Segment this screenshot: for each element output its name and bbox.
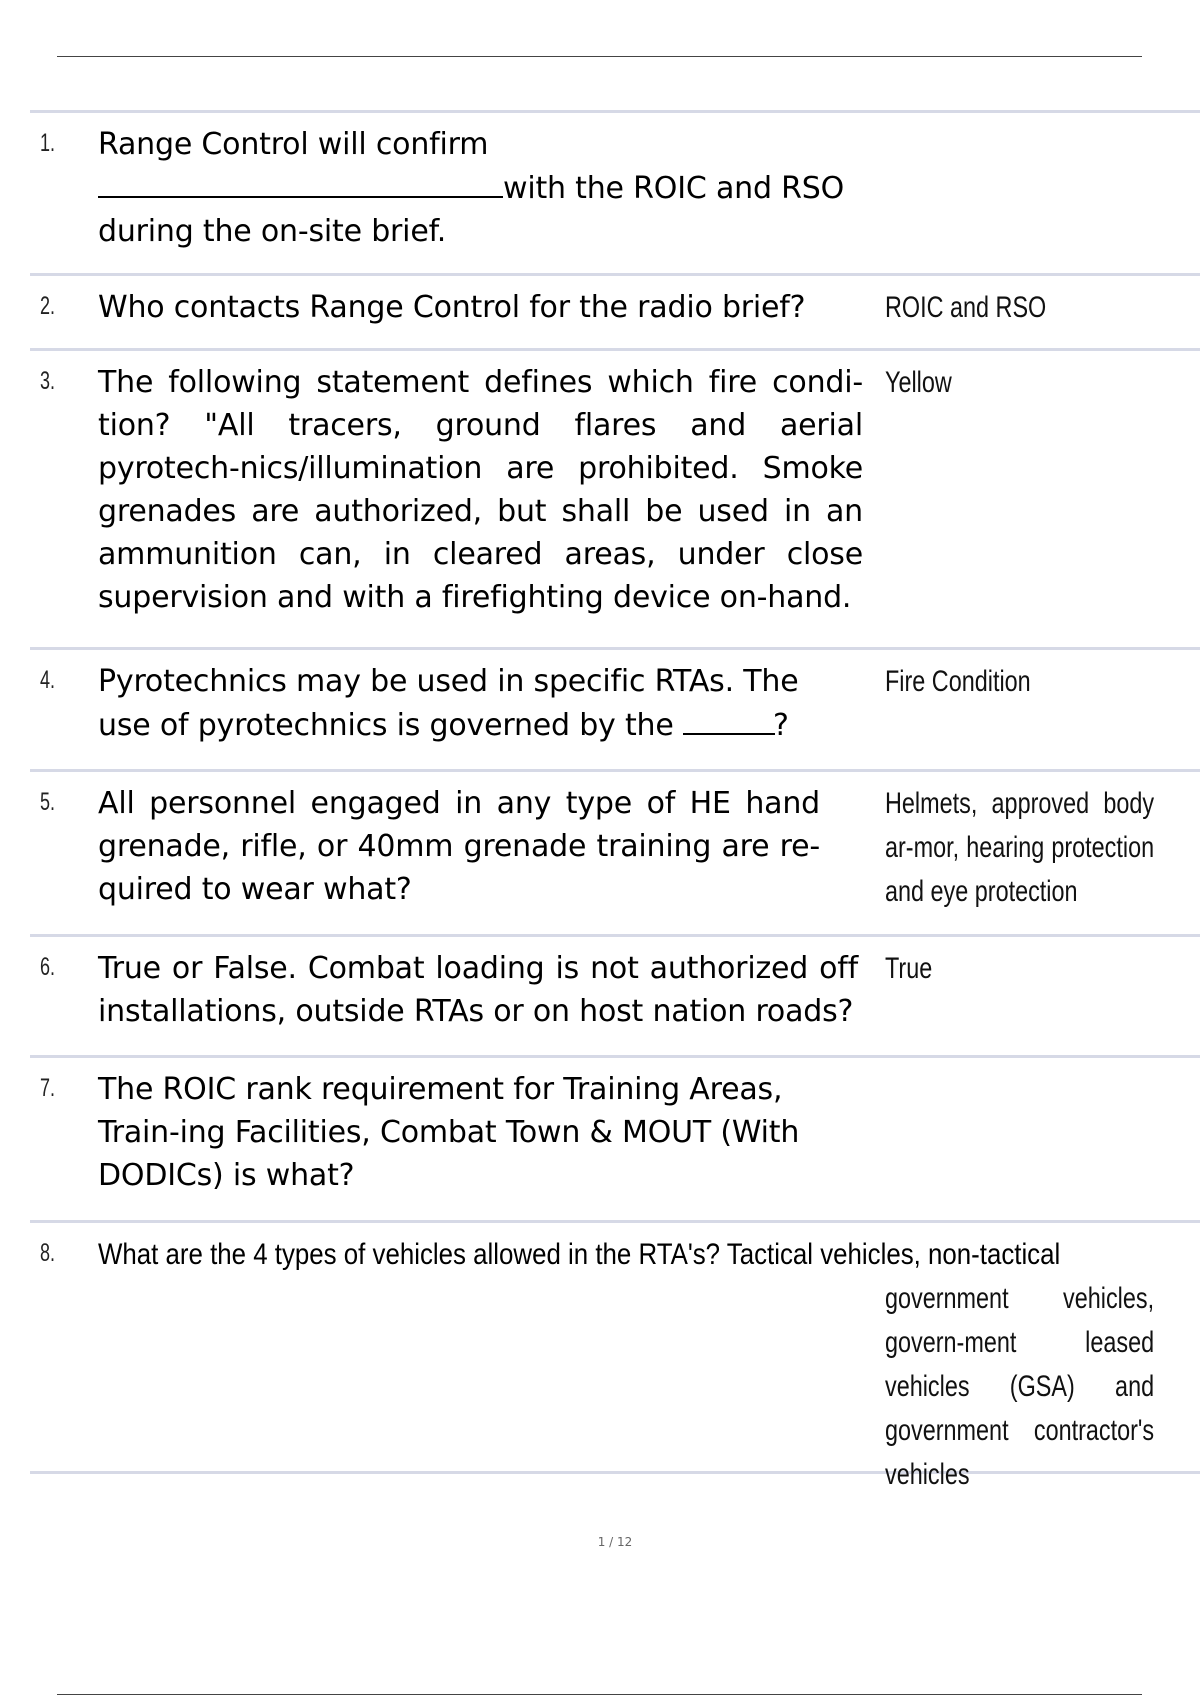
question-text: Who contacts Range Control for the radio brief?	[98, 290, 806, 325]
question-text-part: ?	[772, 708, 789, 743]
table-row	[30, 273, 1200, 348]
answer-text: Helmets, approved body ar-mor, hearing protection and eye protection	[885, 787, 1155, 908]
question-number: 5.	[40, 788, 56, 816]
question-text-part: Range Control will confirm	[98, 127, 489, 162]
table-row	[30, 934, 1200, 1055]
question-number: 4.	[40, 666, 56, 694]
question-number: 8.	[40, 1239, 56, 1267]
question-text-line	[98, 166, 858, 210]
answer-text-lead: Tactical vehicles, non-tactical	[726, 1238, 1061, 1271]
question-number: 1.	[40, 129, 56, 157]
page-number: 1 / 12	[597, 1535, 633, 1549]
question-text: The following statement defines which fire condi-tion? "All tracers, ground flares and aerial pyrotech-nics/illumination are prohibited. Smoke grenades are authorized, but shall be used in an ammunition can, in cleared areas, under close supervision and with a firefighting device on-hand.	[98, 365, 863, 615]
answer-blank	[683, 703, 775, 735]
question-text	[98, 660, 858, 747]
question-text-part: with the ROIC and RSO	[503, 171, 845, 206]
answer-text: True	[885, 952, 933, 985]
answer-blank	[98, 166, 503, 198]
answer-text: Fire Condition	[885, 665, 1031, 698]
answer-text: Yellow	[885, 366, 952, 399]
question-text	[98, 1233, 1060, 1277]
table-row	[30, 1055, 1200, 1220]
table-row	[30, 647, 1200, 769]
table-row	[30, 348, 1200, 647]
question-number: 3.	[40, 367, 56, 395]
question-text-part: What are the 4 types of vehicles allowed in the RTA's?	[98, 1238, 721, 1271]
question-number: 2.	[40, 292, 56, 320]
question-text-part: Pyrotechnics may be used in specific RTAs. The use of pyrotechnics is governed by the	[98, 664, 799, 743]
question-text: True or False. Combat loading is not authorized off installations, outside RTAs or on host nation roads?	[98, 951, 858, 1029]
header-rule	[57, 56, 1142, 57]
answer-text: government vehicles, govern-ment leased vehicles (GSA) and government contractor's vehicles	[885, 1282, 1155, 1491]
question-number: 6.	[40, 953, 56, 981]
question-text-part: during the on-site brief.	[98, 214, 447, 249]
table-row	[30, 110, 1200, 273]
answer-text: ROIC and RSO	[885, 291, 1047, 324]
table-row	[30, 769, 1200, 934]
question-number: 7.	[40, 1074, 56, 1102]
question-text: All personnel engaged in any type of HE hand grenade, rifle, or 40mm grenade training are re-quired to wear what?	[98, 786, 820, 907]
table-row	[30, 1220, 1200, 1491]
question-text: The ROIC rank requirement for Training Areas, Train-ing Facilities, Combat Town & MOUT (With DODICs) is what?	[98, 1072, 800, 1193]
footer-rule	[57, 1694, 1142, 1695]
question-table	[30, 110, 1200, 1491]
question-text	[98, 123, 858, 253]
